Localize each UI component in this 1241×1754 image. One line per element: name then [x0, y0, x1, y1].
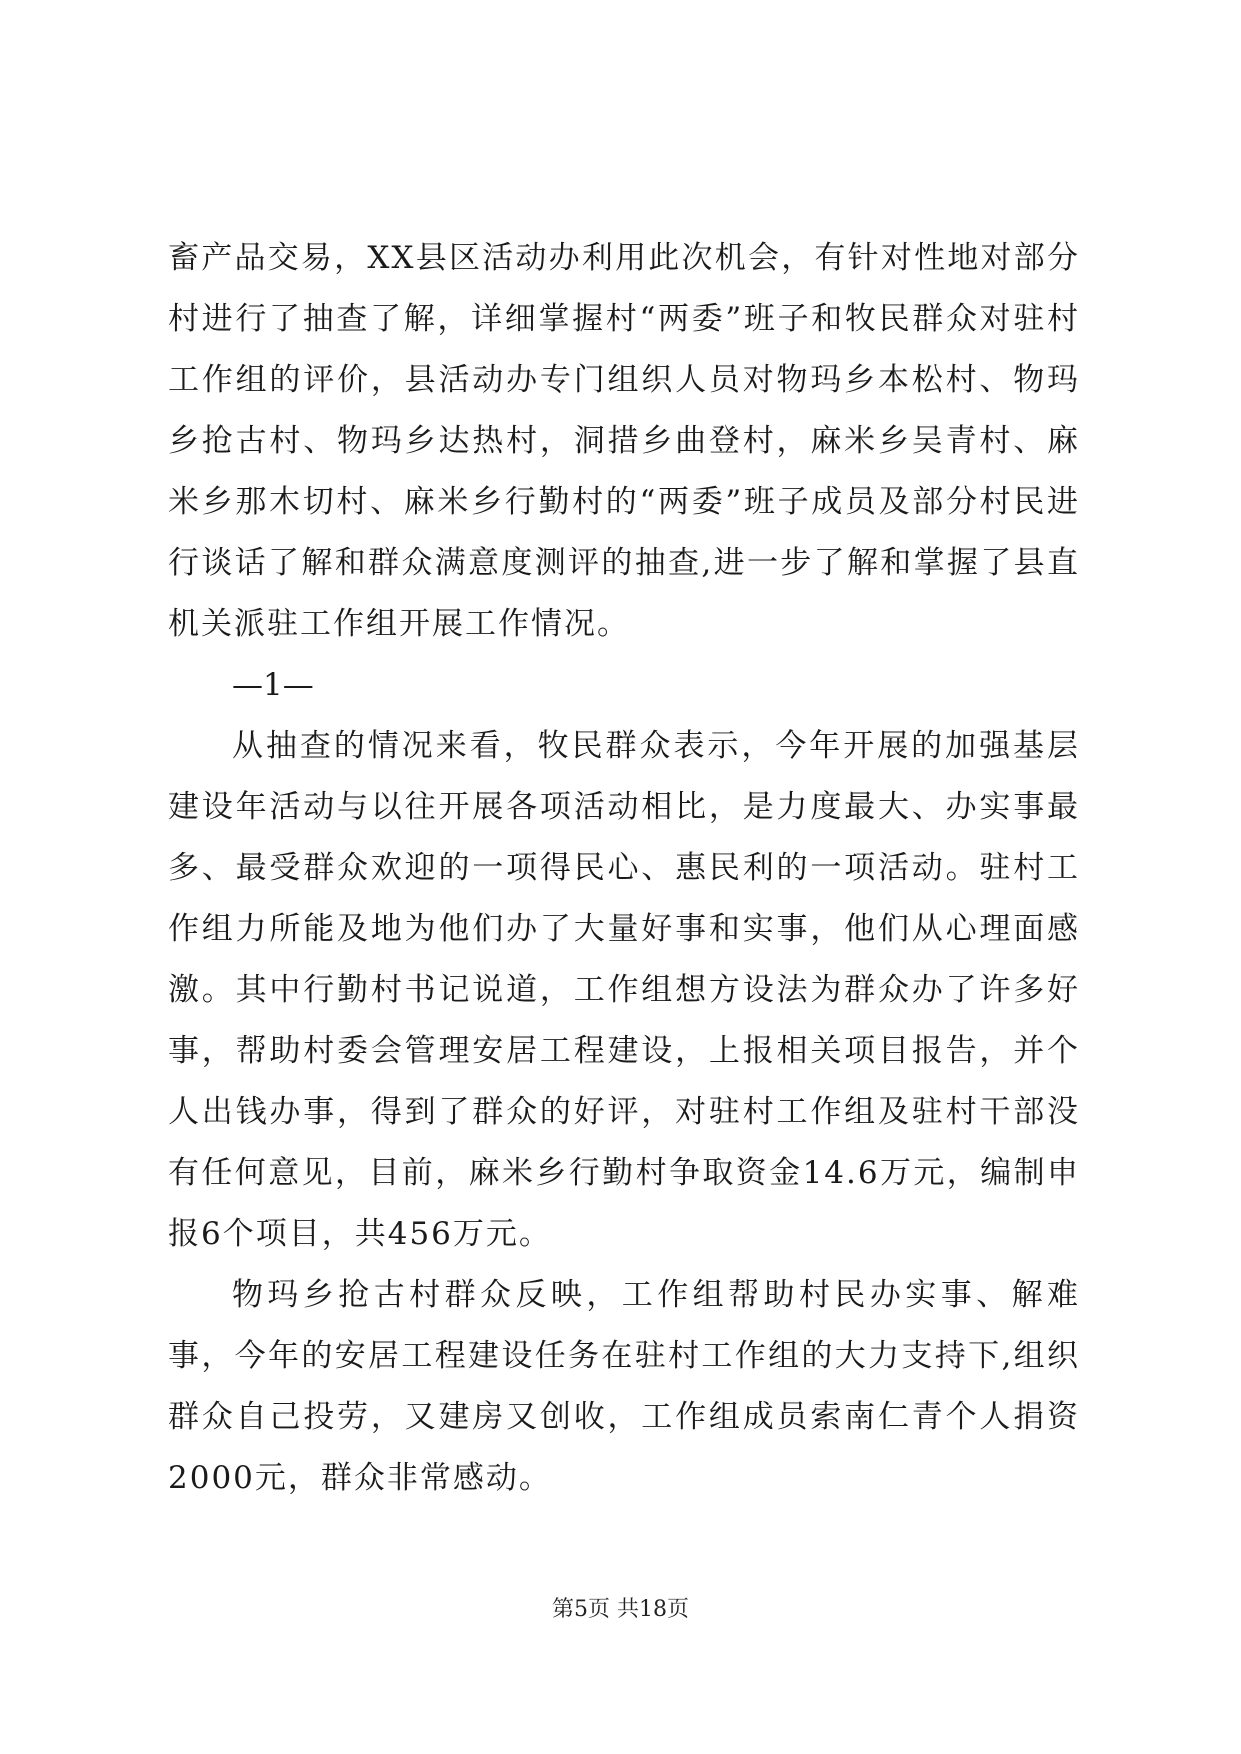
- paragraph-2: 从抽查的情况来看，牧民群众表示，今年开展的加强基层建设年活动与以往开展各项活动相比，是力度最大、办实事最多、最受群众欢迎的一项得民心、惠民利的一项活动。驻村工作组力所能及地为他们办了大量好事和实事，他们从心理面感激。其中行勤村书记说道，工作组想方设法为群众办了许多好事，帮助村委会管理安居工程建设，上报相关项目报告，并个人出钱办事，得到了群众的好评，对驻村工作组及驻村干部没有任何意见，目前，麻米乡行勤村争取资金14.6万元，编制申报6个项目，共456万元。: [168, 728, 1080, 1252]
- document-body: [168, 228, 1080, 1509]
- page-footer: 第5页 共18页: [552, 1597, 689, 1622]
- paragraph-3: 物玛乡抢古村群众反映，工作组帮助村民办实事、解难事，今年的安居工程建设任务在驻村工作组的大力支持下,组织群众自己投劳，又建房又创收，工作组成员索南仁青个人捐资2000元，群众非常感动。: [168, 1277, 1080, 1496]
- inline-page-marker: —1—: [232, 667, 314, 703]
- paragraph-1: 畜产品交易，XX县区活动办利用此次机会，有针对性地对部分村进行了抽查了解，详细掌握村“两委”班子和牧民群众对驻村工作组的评价，县活动办专门组织人员对物玛乡本松村、物玛乡抢古村、物玛乡达热村，洞措乡曲登村，麻米乡吴青村、麻米乡那木切村、麻米乡行勤村的“两委”班子成员及部分村民进行谈话了解和群众满意度测评的抽查,进一步了解和掌握了县直机关派驻工作组开展工作情况。: [168, 240, 1080, 642]
